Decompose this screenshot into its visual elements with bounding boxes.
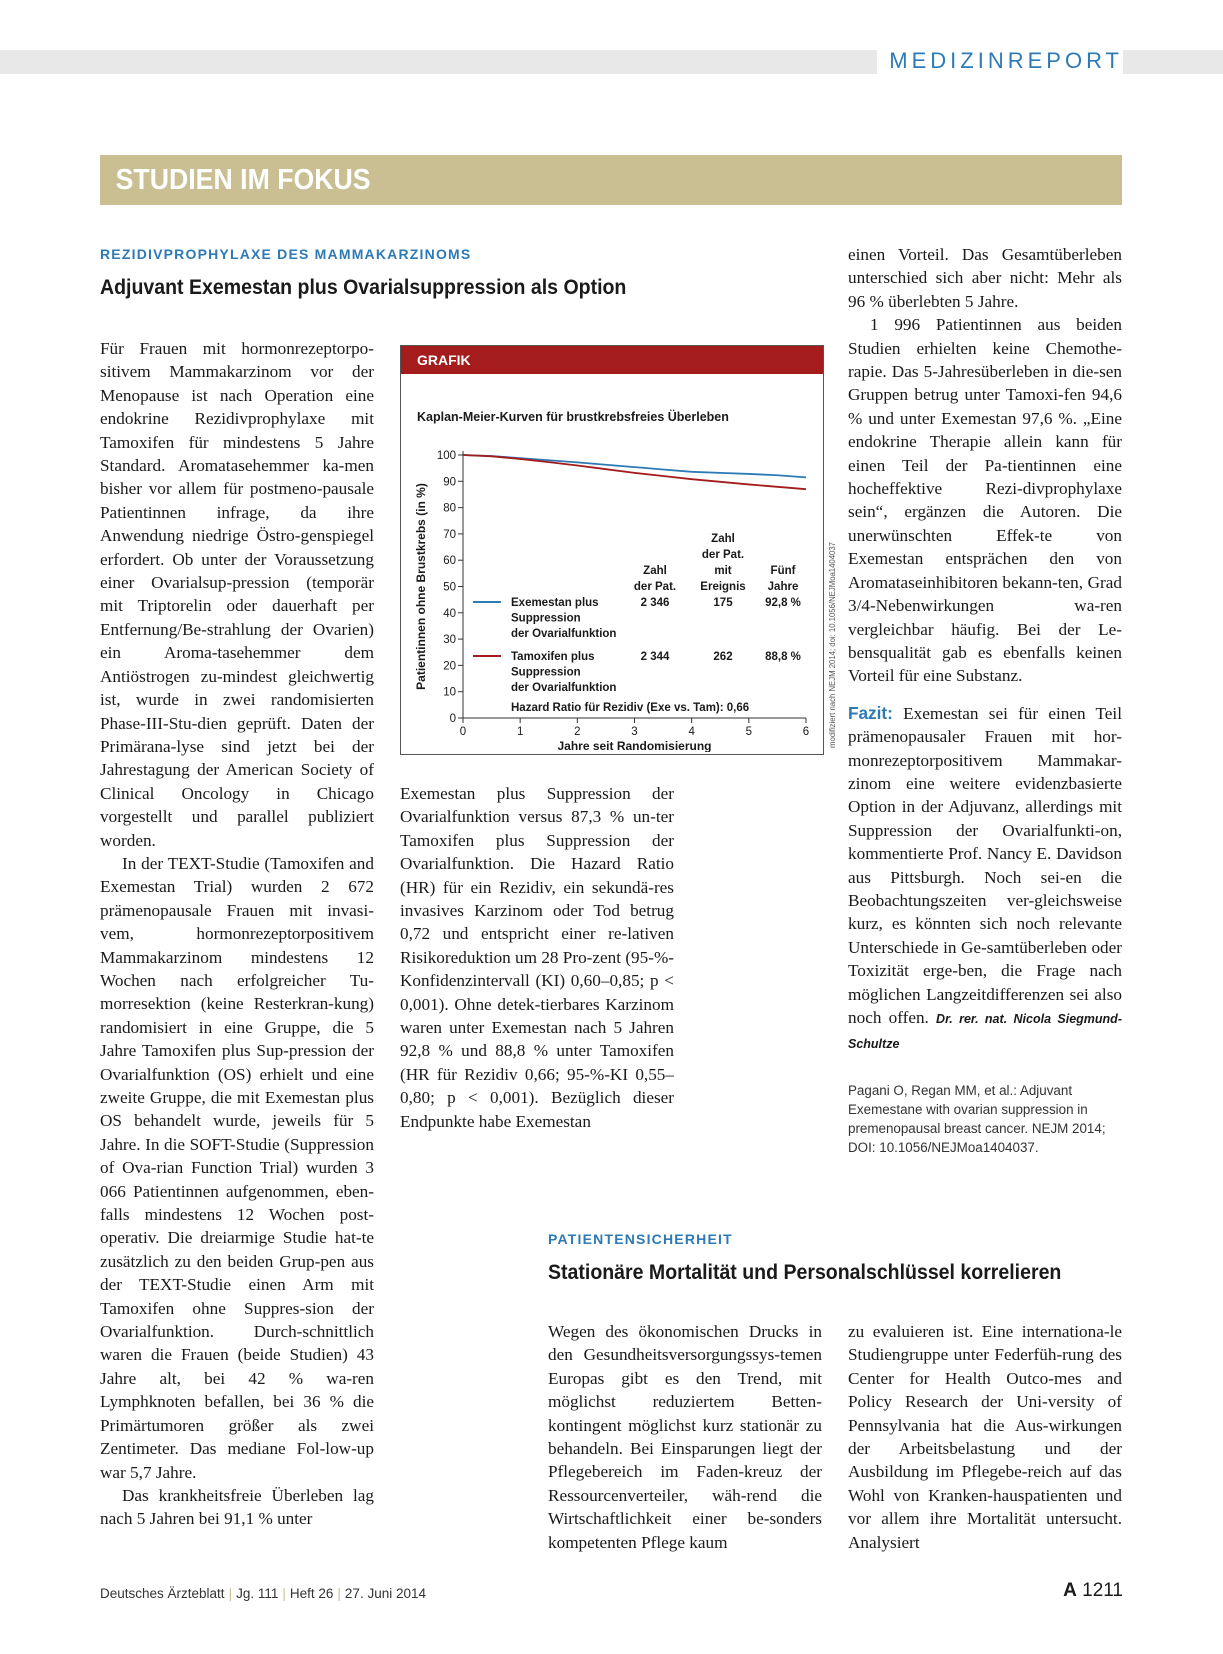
section-label: MEDIZINREPORT	[877, 46, 1123, 76]
article2-title: Stationäre Mortalität und Personalschlüssel korrelieren	[548, 1261, 1062, 1284]
article1-column-1	[100, 337, 374, 1531]
figure-label: GRAFIK	[401, 346, 823, 374]
table-header: Zahl der Pat. mit Ereignis	[700, 533, 746, 593]
article1-column-3	[848, 243, 1122, 1057]
cell-five-year: 88,8 %	[765, 651, 801, 663]
y-tick-label: 0	[449, 713, 456, 725]
issue: Heft 26	[289, 1586, 334, 1601]
y-tick-label: 50	[443, 581, 456, 594]
footer-citation: Deutsches Ärzteblatt | Jg. 111 | Heft 26 | 27. Juni 2014	[100, 1586, 426, 1601]
source-note-text: modifiziert nach NEJM 2014; doi: 10.1056/NEJMoa1404037	[828, 540, 837, 748]
y-axis-label: Patientinnen ohne Brustkrebs (in %)	[414, 483, 428, 690]
legend-label: Exemestan plus Suppression der Ovarialfunktion	[511, 597, 617, 640]
x-tick-label: 4	[688, 726, 695, 738]
cell-patients: 2 344	[640, 651, 670, 663]
banner-title: STUDIEN IM FOKUS	[115, 164, 371, 196]
x-tick-label: 1	[516, 726, 524, 738]
section-banner	[100, 155, 1122, 205]
article2-column-1	[548, 1320, 822, 1554]
journal-name: Deutsches Ärzteblatt	[100, 1586, 225, 1601]
y-tick-label: 20	[443, 660, 456, 673]
x-tick-label: 3	[631, 726, 638, 738]
fazit-label: Fazit:	[848, 702, 893, 723]
paragraph: einen Vorteil. Das Gesamtüberleben unterschied sich aber nicht: Mehr als 96 % überlebten 5 Jahre.	[848, 245, 1122, 311]
x-tick-label: 0	[459, 726, 467, 738]
x-tick-label: 5	[745, 726, 753, 738]
fazit-text: Exemestan sei für einen Teil prämenopausaler Frauen mit hor-monrezeptorpositivem Mammakar-zinom eine weitere evidenzbasierte Option in der Adjuvanz, allerdings mit Suppression der Ovarialfunkti-on, kommentierte Prof. Nancy E. Davidson aus Pittsburgh. Noch sei-en die Beobachtungszeiten ver-gleichsweise kurz, es könnten sich noch relevante Unterschiede in Ge-samtüberleben oder Toxizität erge-ben, die Frage nach möglichen Langzeitdifferenzen sei also noch offen.	[848, 703, 1122, 1027]
reference: Pagani O, Regan MM, et al.: Adjuvant Exemestane with ovarian suppression in premenopausal breast cancer. NEJM 2014; DOI: 10.1056/NEJMoa1404037.	[848, 1083, 1106, 1155]
chart-title: Kaplan-Meier-Kurven für brustkrebsfreies Überleben	[417, 410, 729, 424]
x-tick-label: 6	[802, 726, 810, 738]
y-tick-label: 40	[443, 607, 456, 620]
cell-events: 262	[713, 651, 733, 663]
series-line-2	[463, 455, 806, 489]
paragraph: In der TEXT-Studie (Tamoxifen and Exemestan Trial) wurden 2 672 prämenopausale Frauen mit invasi-vem, hormonrezeptorpositivem Mammakarzinom mindestens 12 Wochen nach erfolgreicher Tu-morresektion (keine Resterkran-kung) randomisiert in eine Gruppe, die 5 Jahre Tamoxifen plus Sup-pression der Ovarialfunktion (OS) erhielt und eine zweite Gruppe, die mit Exemestan plus OS behandelt wurde, jeweils für 5 Jahre. In die SOFT-Studie (Suppression of Ova-rian Function Trial) wurden 3 066 Patientinnen aufgenommen, eben-falls mindestens 12 Wochen post-operativ. Die dreiarmige Studie hat-te zusätzlich zu den beiden Grup-pen aus der TEXT-Studie einen Arm mit Tamoxifen ohne Suppres-sion der Ovarialfunktion. Durch-schnittlich waren die Frauen (beide Studien) 43 Jahre alt, bei 42 % wa-ren Lymphknoten befallen, bei 36 % die Primärtumoren größer als zwei Zentimeter. Das mediane Fol-low-up war 5,7 Jahre.	[100, 853, 374, 1482]
y-tick-label: 90	[443, 476, 456, 489]
date: 27. Juni 2014	[344, 1586, 426, 1601]
cell-patients: 2 346	[640, 597, 670, 609]
volume: Jg. 111	[236, 1586, 279, 1601]
figure-box	[400, 345, 824, 755]
page-number	[1063, 1580, 1123, 1602]
article1-title: Adjuvant Exemestan plus Ovarialsuppression als Option	[100, 276, 627, 299]
y-tick-label: 10	[443, 686, 456, 699]
kaplan-meier-chart	[401, 374, 823, 752]
x-tick-label: 2	[574, 726, 581, 738]
paragraph: 1 996 Patientinnen aus beiden Studien erhielten keine Chemothe-rapie. Das 5-Jahresüberleben in die-sen Gruppen betrug unter Tamoxi-fen 94,6 % und unter Exemestan 97,6 %. „Eine endokrine Therapie allein kann für einen Teil der Pa-tientinnen eine hocheffektive Rezi-divprophylaxe sein“, ergänzen die Autoren. Die unerwünschten Effek-te von Exemestan entsprächen den von Aromataseinhibitoren bekann-ten, Grad 3/4-Nebenwirkungen wa-ren vergleichbar häufig. Bei der Le-bensqualität gab es ebenfalls keinen Vorteil für eine Substanz.	[848, 315, 1122, 686]
y-tick-label: 30	[443, 634, 456, 647]
author: Dr. rer. nat. Nicola Siegmund-Schultze	[848, 1012, 1122, 1052]
y-tick-label: 70	[443, 528, 456, 541]
paragraph: Das krankheitsfreie Überleben lag nach 5 Jahren bei 91,1 % unter	[100, 1485, 374, 1529]
table-header: Zahl der Pat.	[633, 565, 677, 593]
article1-column-2	[400, 782, 674, 1133]
hazard-ratio-note: Hazard Ratio für Rezidiv (Exe vs. Tam): 0,66	[511, 702, 750, 714]
legend-label: Tamoxifen plus Suppression der Ovarialfunktion	[511, 651, 617, 694]
table-header: Fünf Jahre	[767, 565, 799, 593]
article2-kicker: PATIENTENSICHERHEIT	[548, 1231, 733, 1247]
paragraph: Wegen des ökonomischen Drucks in den Gesundheitsversorgungssys-temen Europas gibt es den Trend, mit möglichst reduziertem Betten-kontingent möglichst kurz stationär zu behandeln. Bei Einsparungen liegt der Pflegebereich im Faden-kreuz der Ressourcenverteiler, wäh-rend die Wirtschaftlichkeit einer be-sonders kompetenten Pflege kaum	[548, 1322, 822, 1552]
figure-source-note	[826, 540, 838, 750]
fazit-paragraph	[848, 702, 1122, 1057]
article2-column-2	[848, 1320, 1122, 1554]
paragraph: Exemestan plus Suppression der Ovarialfunktion versus 87,3 % un-ter Tamoxifen plus Suppression der Ovarialfunktion. Die Hazard Ratio (HR) für ein Rezidiv, ein sekundä-res invasives Karzinom oder Tod betrug 0,72 und entspricht einer re-lativen Risikoreduktion um 28 Pro-zent (95-%-Konfidenzintervall (KI) 0,60–0,85; p < 0,001). Ohne detek-tierbares Karzinom waren unter Exemestan nach 5 Jahren 92,8 % und 88,8 % unter Tamoxifen (HR für Rezidiv 0,66; 95-%-KI 0,55–0,80; p < 0,001). Bezüglich dieser Endpunkte habe Exemestan	[400, 784, 675, 1131]
paragraph: zu evaluieren ist. Eine internationa-le Studiengruppe unter Federfüh-rung des Center for Health Outco-mes and Policy Research der Uni-versity of Pennsylvania hat die Aus-wirkungen der Arbeitsbelastung und der Ausbildung im Pflegebe-reich auf das Wohl von Kranken-hauspatienten und vor allem ihre Mortalität untersucht. Analysiert	[848, 1322, 1122, 1552]
y-tick-label: 60	[443, 555, 456, 568]
cell-five-year: 92,8 %	[765, 597, 801, 609]
cell-events: 175	[713, 597, 733, 609]
x-axis-label: Jahre seit Randomisierung	[557, 739, 712, 752]
paragraph: Für Frauen mit hormonrezeptorpo-sitivem Mammakarzinom vor der Menopause ist nach Operation eine endokrine Rezidivprophylaxe mit Tamoxifen für mindestens 5 Jahre Standard. Aromatasehemmer ka-men bisher vor allem für postmeno-pausale Patientinnen infrage, da ihre Anwendung niedrige Östro-genspiegel erfordert. Ob unter der Voraussetzung einer Ovarialsup-pression (temporär mit Triptorelin oder dauerhaft per Entfernung/Be-strahlung der Ovarien) ein Aroma-tasehemmer dem Antiöstrogen zu-mindest gleichwertig ist, wurde in zwei randomisierten Phase-III-Stu-dien geprüft. Daten der Primärana-lyse sind jetzt bei der Jahrestagung der American Society of Clinical Oncology in Chicago vorgestellt und parallel publiziert worden.	[100, 339, 374, 850]
page-number-value: 1211	[1082, 1580, 1123, 1601]
y-tick-label: 80	[443, 502, 456, 515]
article1-kicker: REZIDIVPROPHYLAXE DES MAMMAKARZINOMS	[100, 246, 472, 262]
y-tick-label: 100	[436, 450, 456, 462]
page-prefix: A	[1063, 1580, 1077, 1601]
